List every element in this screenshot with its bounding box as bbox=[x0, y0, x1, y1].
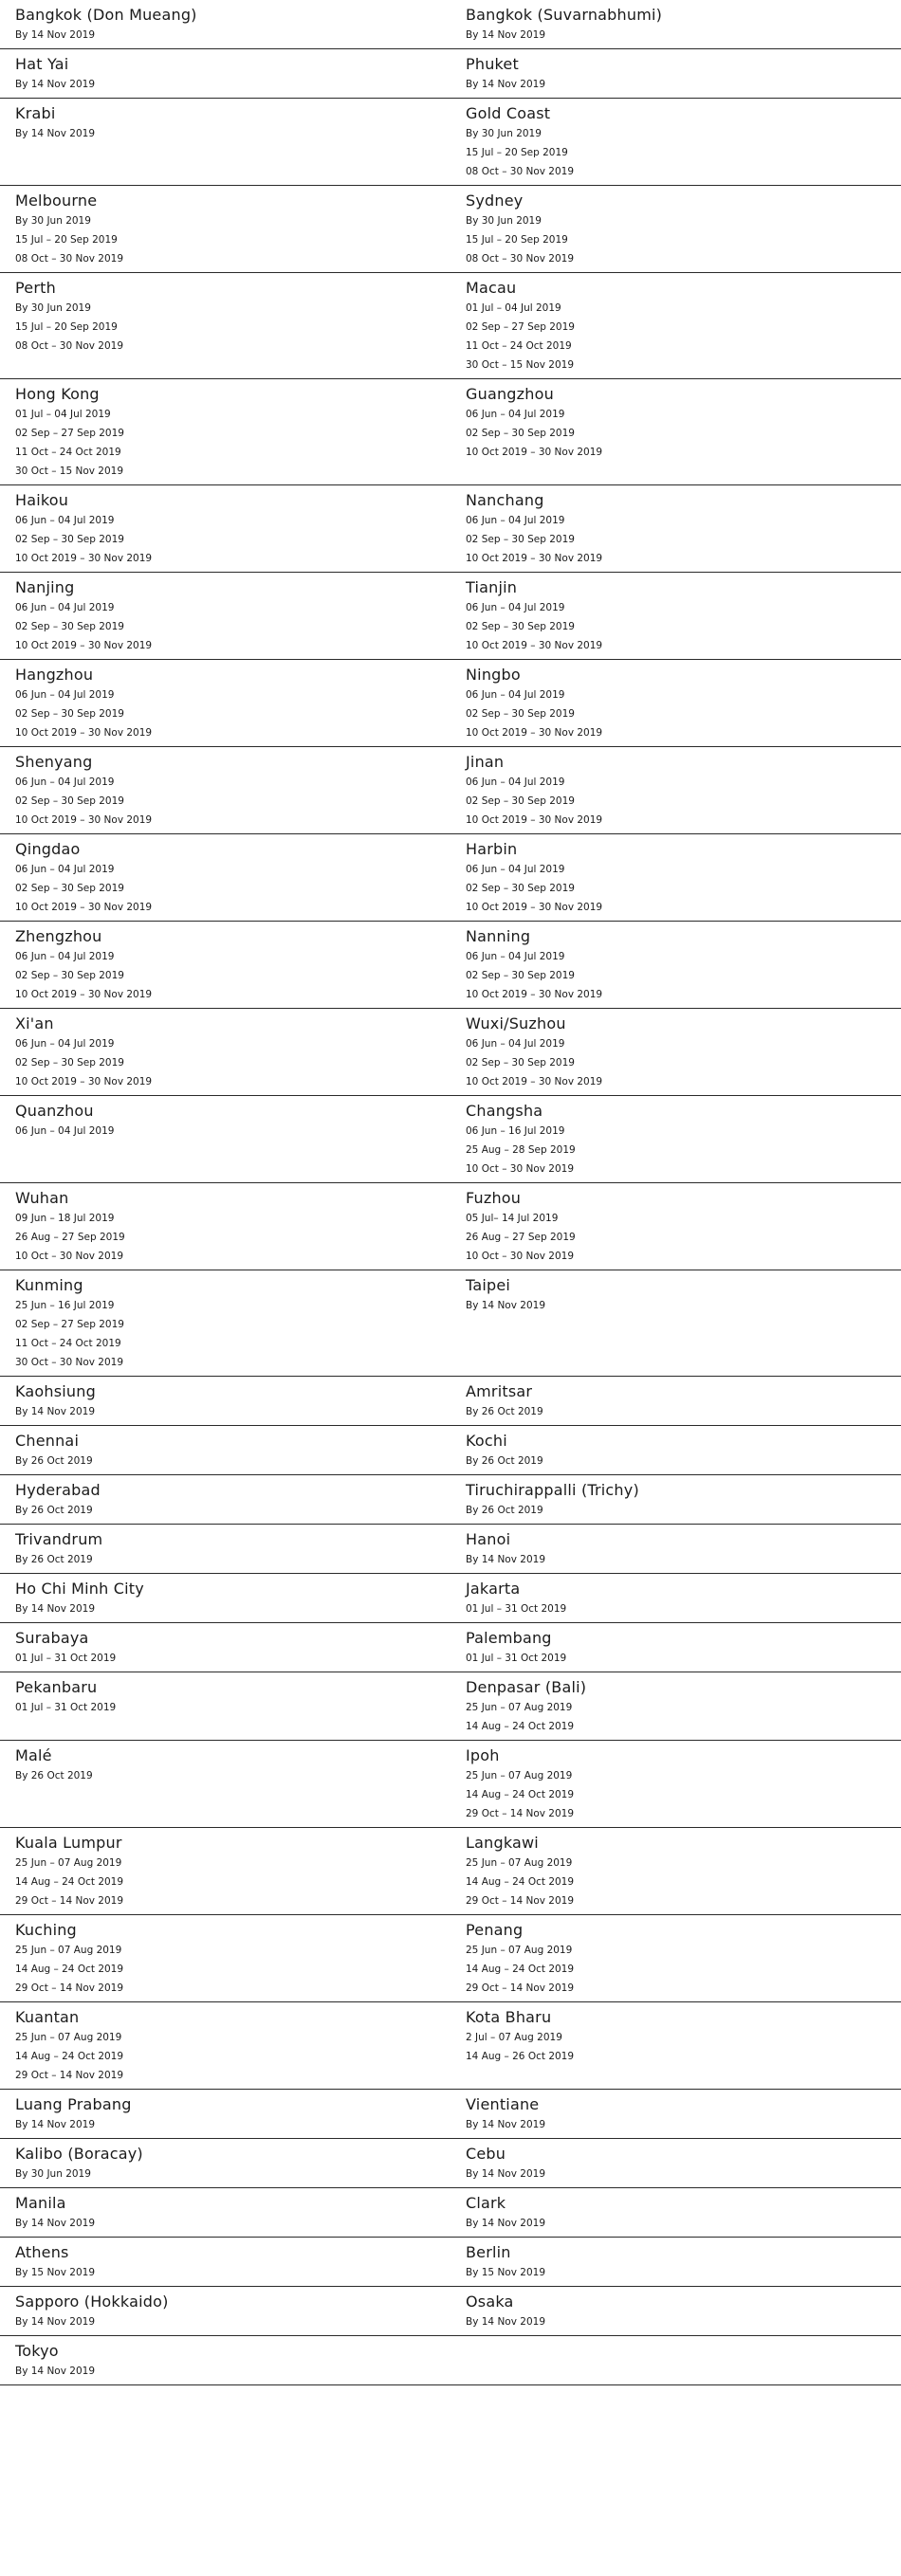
destination-cell bbox=[0, 2293, 450, 2331]
destination-city-name: Hanoi bbox=[466, 1530, 511, 1548]
travel-period: 02 Sep – 30 Sep 2019 bbox=[466, 708, 575, 720]
destination-city-name: Fuzhou bbox=[466, 1189, 522, 1207]
destination-cell bbox=[0, 840, 450, 917]
travel-period: 06 Jun – 04 Jul 2019 bbox=[466, 689, 565, 701]
travel-period: By 14 Nov 2019 bbox=[466, 1554, 546, 1565]
destination-cell bbox=[0, 1014, 450, 1091]
destination-cell bbox=[0, 385, 450, 481]
travel-period: 06 Jun – 04 Jul 2019 bbox=[15, 515, 115, 526]
destination-city-name: Kuala Lumpur bbox=[15, 1834, 122, 1852]
travel-period: 10 Oct 2019 – 30 Nov 2019 bbox=[15, 553, 153, 564]
destination-row bbox=[0, 1183, 901, 1270]
destination-cell bbox=[0, 578, 450, 655]
destination-cell bbox=[450, 6, 901, 45]
travel-period: 01 Jul – 31 Oct 2019 bbox=[15, 1702, 117, 1713]
destination-cell bbox=[450, 192, 901, 268]
destination-city-name: Cebu bbox=[466, 2145, 506, 2163]
destination-row bbox=[0, 2002, 901, 2090]
travel-period: 09 Jun – 18 Jul 2019 bbox=[15, 1213, 115, 1224]
travel-period: 02 Sep – 30 Sep 2019 bbox=[466, 883, 575, 894]
destination-cell bbox=[450, 840, 901, 917]
destination-city-name: Shenyang bbox=[15, 753, 93, 771]
destination-city-name: Clark bbox=[466, 2194, 506, 2212]
travel-period: 02 Sep – 30 Sep 2019 bbox=[466, 1057, 575, 1069]
travel-period: 25 Jun – 07 Aug 2019 bbox=[466, 1857, 573, 1869]
destination-row bbox=[0, 1009, 901, 1096]
destination-cell bbox=[0, 1382, 450, 1421]
destination-cell bbox=[0, 192, 450, 268]
destination-row bbox=[0, 1475, 901, 1525]
travel-period: 10 Oct 2019 – 30 Nov 2019 bbox=[466, 989, 603, 1000]
destination-city-name: Qingdao bbox=[15, 840, 81, 858]
destination-city-name: Luang Prabang bbox=[15, 2095, 132, 2113]
destination-cell bbox=[450, 1580, 901, 1618]
travel-period: By 14 Nov 2019 bbox=[15, 1406, 96, 1417]
destination-city-name: Jakarta bbox=[466, 1580, 521, 1598]
travel-period: By 26 Oct 2019 bbox=[15, 1505, 93, 1516]
destination-city-name: Amritsar bbox=[466, 1382, 533, 1400]
destination-cell bbox=[450, 1834, 901, 1910]
destination-cell bbox=[450, 666, 901, 742]
destination-city-name: Kaohsiung bbox=[15, 1382, 96, 1400]
travel-period: 15 Jul – 20 Sep 2019 bbox=[15, 321, 118, 333]
travel-period: 02 Sep – 27 Sep 2019 bbox=[15, 1319, 124, 1330]
travel-period: 15 Jul – 20 Sep 2019 bbox=[15, 234, 118, 246]
travel-period: By 26 Oct 2019 bbox=[466, 1455, 543, 1467]
destination-row bbox=[0, 573, 901, 660]
travel-period: 29 Oct – 14 Nov 2019 bbox=[15, 1982, 124, 1994]
travel-period: 08 Oct – 30 Nov 2019 bbox=[15, 340, 124, 352]
travel-period: 06 Jun – 04 Jul 2019 bbox=[466, 864, 565, 875]
travel-period: 02 Sep – 30 Sep 2019 bbox=[15, 1057, 124, 1069]
travel-period: 14 Aug – 24 Oct 2019 bbox=[466, 1876, 575, 1888]
destination-cell bbox=[450, 1102, 901, 1178]
travel-period: 02 Sep – 30 Sep 2019 bbox=[15, 621, 124, 632]
travel-period: 01 Jul – 31 Oct 2019 bbox=[15, 1653, 117, 1664]
travel-period: 25 Jun – 07 Aug 2019 bbox=[15, 1945, 122, 1956]
destination-row bbox=[0, 1672, 901, 1741]
destination-cell bbox=[450, 927, 901, 1004]
destination-row bbox=[0, 922, 901, 1009]
destination-city-name: Wuhan bbox=[15, 1189, 69, 1207]
travel-period: 11 Oct – 24 Oct 2019 bbox=[15, 447, 121, 458]
travel-period: By 26 Oct 2019 bbox=[466, 1406, 543, 1417]
destination-cell bbox=[450, 2243, 901, 2282]
destination-city-name: Kochi bbox=[466, 1432, 507, 1450]
travel-period: 14 Aug – 26 Oct 2019 bbox=[466, 2051, 575, 2062]
destination-row bbox=[0, 273, 901, 379]
travel-period: 25 Jun – 07 Aug 2019 bbox=[466, 1770, 573, 1781]
destination-city-name: Bangkok (Don Mueang) bbox=[15, 6, 197, 24]
destination-city-name: Osaka bbox=[466, 2293, 514, 2311]
destination-city-name: Haikou bbox=[15, 491, 69, 509]
travel-period: 25 Jun – 07 Aug 2019 bbox=[466, 1945, 573, 1956]
travel-period: By 15 Nov 2019 bbox=[15, 2267, 96, 2278]
destination-city-name: Hyderabad bbox=[15, 1481, 101, 1499]
travel-period: 10 Oct – 30 Nov 2019 bbox=[15, 1251, 124, 1262]
travel-period: By 14 Nov 2019 bbox=[15, 2366, 96, 2377]
destination-row bbox=[0, 0, 901, 49]
travel-period: 11 Oct – 24 Oct 2019 bbox=[15, 1338, 121, 1349]
travel-period: 02 Sep – 30 Sep 2019 bbox=[15, 795, 124, 807]
destination-city-name: Tokyo bbox=[15, 2342, 59, 2360]
travel-period: By 14 Nov 2019 bbox=[466, 2218, 546, 2229]
travel-period: 14 Aug – 24 Oct 2019 bbox=[466, 1789, 575, 1800]
travel-period: 06 Jun – 04 Jul 2019 bbox=[15, 689, 115, 701]
travel-period: 02 Sep – 30 Sep 2019 bbox=[466, 795, 575, 807]
travel-period: 29 Oct – 14 Nov 2019 bbox=[466, 1982, 575, 1994]
destination-city-name: Hangzhou bbox=[15, 666, 94, 684]
destination-city-name: Nanchang bbox=[466, 491, 544, 509]
destination-city-name: Macau bbox=[466, 279, 517, 297]
destination-city-name: Berlin bbox=[466, 2243, 511, 2261]
travel-period: 10 Oct – 30 Nov 2019 bbox=[466, 1163, 575, 1175]
destination-row bbox=[0, 1828, 901, 1915]
travel-period: 02 Sep – 30 Sep 2019 bbox=[15, 708, 124, 720]
destination-row bbox=[0, 2139, 901, 2188]
travel-period: 06 Jun – 04 Jul 2019 bbox=[15, 864, 115, 875]
destination-row bbox=[0, 2090, 901, 2139]
destination-cell bbox=[0, 2243, 450, 2282]
destination-city-name: Chennai bbox=[15, 1432, 80, 1450]
destination-city-name: Guangzhou bbox=[466, 385, 554, 403]
destination-row bbox=[0, 186, 901, 273]
destination-cell bbox=[0, 2008, 450, 2085]
destination-row bbox=[0, 1574, 901, 1623]
travel-period: 30 Oct – 15 Nov 2019 bbox=[15, 466, 124, 477]
destination-city-name: Wuxi/Suzhou bbox=[466, 1014, 566, 1032]
travel-period: By 26 Oct 2019 bbox=[15, 1770, 93, 1781]
destination-row bbox=[0, 1915, 901, 2002]
travel-period: 25 Aug – 28 Sep 2019 bbox=[466, 1144, 576, 1156]
destination-city-name: Malé bbox=[15, 1746, 52, 1764]
destination-city-name: Penang bbox=[466, 1921, 524, 1939]
travel-period: By 14 Nov 2019 bbox=[15, 2316, 96, 2328]
travel-period: By 30 Jun 2019 bbox=[466, 128, 542, 139]
travel-period: 14 Aug – 24 Oct 2019 bbox=[15, 1964, 124, 1975]
destination-row bbox=[0, 2287, 901, 2336]
travel-period: By 15 Nov 2019 bbox=[466, 2267, 546, 2278]
travel-period: 06 Jun – 04 Jul 2019 bbox=[15, 776, 115, 788]
travel-period: 02 Sep – 27 Sep 2019 bbox=[466, 321, 575, 333]
destination-city-name: Bangkok (Suvarnabhumi) bbox=[466, 6, 663, 24]
travel-period: By 14 Nov 2019 bbox=[15, 2119, 96, 2130]
destination-cell bbox=[0, 1276, 450, 1372]
travel-period: 25 Jun – 07 Aug 2019 bbox=[15, 1857, 122, 1869]
destination-city-name: Phuket bbox=[466, 55, 519, 73]
travel-period: 10 Oct 2019 – 30 Nov 2019 bbox=[15, 902, 153, 913]
destination-cell bbox=[450, 1014, 901, 1091]
travel-period: 25 Jun – 07 Aug 2019 bbox=[466, 1702, 573, 1713]
destination-cell bbox=[450, 1382, 901, 1421]
travel-period: By 26 Oct 2019 bbox=[15, 1455, 93, 1467]
travel-period: 10 Oct 2019 – 30 Nov 2019 bbox=[466, 727, 603, 739]
travel-period: 10 Oct 2019 – 30 Nov 2019 bbox=[466, 447, 603, 458]
travel-period: 30 Oct – 15 Nov 2019 bbox=[466, 359, 575, 371]
destination-cell bbox=[0, 1921, 450, 1998]
destination-city-name: Melbourne bbox=[15, 192, 98, 210]
destination-row bbox=[0, 660, 901, 747]
travel-period: 26 Aug – 27 Sep 2019 bbox=[15, 1232, 125, 1243]
travel-period: 15 Jul – 20 Sep 2019 bbox=[466, 234, 568, 246]
destination-cell bbox=[450, 1530, 901, 1569]
travel-period: 29 Oct – 14 Nov 2019 bbox=[466, 1895, 575, 1907]
travel-period: 2 Jul – 07 Aug 2019 bbox=[466, 2032, 562, 2043]
destination-cell bbox=[0, 104, 450, 181]
destination-city-name: Krabi bbox=[15, 104, 56, 122]
destination-city-name: Harbin bbox=[466, 840, 518, 858]
travel-period: 02 Sep – 30 Sep 2019 bbox=[466, 970, 575, 981]
destination-city-name: Kota Bharu bbox=[466, 2008, 552, 2026]
travel-period: 10 Oct 2019 – 30 Nov 2019 bbox=[466, 553, 603, 564]
destination-cell bbox=[450, 55, 901, 94]
destination-city-name: Kuching bbox=[15, 1921, 77, 1939]
travel-period: 14 Aug – 24 Oct 2019 bbox=[466, 1964, 575, 1975]
travel-period: 02 Sep – 30 Sep 2019 bbox=[15, 534, 124, 545]
destination-city-name: Vientiane bbox=[466, 2095, 540, 2113]
destination-city-name: Sapporo (Hokkaido) bbox=[15, 2293, 169, 2311]
travel-period: 11 Oct – 24 Oct 2019 bbox=[466, 340, 572, 352]
destination-cell bbox=[450, 2194, 901, 2233]
destination-cell bbox=[450, 1678, 901, 1736]
destination-city-name: Quanzhou bbox=[15, 1102, 94, 1120]
travel-period: 05 Jul– 14 Jul 2019 bbox=[466, 1213, 559, 1224]
travel-period: By 14 Nov 2019 bbox=[466, 79, 546, 90]
travel-period: By 14 Nov 2019 bbox=[466, 2316, 546, 2328]
travel-period: 26 Aug – 27 Sep 2019 bbox=[466, 1232, 576, 1243]
travel-period: By 14 Nov 2019 bbox=[15, 2218, 96, 2229]
destination-city-name: Hong Kong bbox=[15, 385, 100, 403]
travel-period: 29 Oct – 14 Nov 2019 bbox=[466, 1808, 575, 1819]
destination-row bbox=[0, 1377, 901, 1426]
travel-period: 14 Aug – 24 Oct 2019 bbox=[15, 2051, 124, 2062]
destination-cell bbox=[450, 2095, 901, 2134]
destination-row bbox=[0, 99, 901, 186]
travel-period: 06 Jun – 04 Jul 2019 bbox=[466, 515, 565, 526]
destination-cell bbox=[450, 1432, 901, 1471]
travel-period: 06 Jun – 04 Jul 2019 bbox=[466, 951, 565, 962]
destination-cell bbox=[0, 1432, 450, 1471]
travel-period: 06 Jun – 04 Jul 2019 bbox=[466, 776, 565, 788]
destination-cell bbox=[450, 104, 901, 181]
destination-cell bbox=[0, 2342, 450, 2381]
travel-period: 30 Oct – 30 Nov 2019 bbox=[15, 1357, 124, 1368]
destination-city-name: Trivandrum bbox=[15, 1530, 103, 1548]
travel-period: By 14 Nov 2019 bbox=[15, 79, 96, 90]
destination-cell bbox=[450, 578, 901, 655]
destination-row bbox=[0, 1623, 901, 1672]
travel-period: 14 Aug – 24 Oct 2019 bbox=[466, 1721, 575, 1732]
travel-period: 02 Sep – 30 Sep 2019 bbox=[15, 970, 124, 981]
travel-period: 06 Jun – 04 Jul 2019 bbox=[466, 409, 565, 420]
destination-row bbox=[0, 2238, 901, 2287]
destination-city-name: Denpasar (Bali) bbox=[466, 1678, 587, 1696]
destination-cell bbox=[0, 1678, 450, 1736]
travel-period: 01 Jul – 04 Jul 2019 bbox=[466, 302, 561, 314]
destination-city-name: Hat Yai bbox=[15, 55, 69, 73]
travel-period: 29 Oct – 14 Nov 2019 bbox=[15, 1895, 124, 1907]
travel-period: 15 Jul – 20 Sep 2019 bbox=[466, 147, 568, 158]
travel-period: 08 Oct – 30 Nov 2019 bbox=[15, 253, 124, 265]
destination-city-name: Tiruchirappalli (Trichy) bbox=[466, 1481, 639, 1499]
destination-cell bbox=[0, 1481, 450, 1520]
destination-city-name: Ipoh bbox=[466, 1746, 500, 1764]
destination-city-name: Nanjing bbox=[15, 578, 75, 596]
destination-city-name: Manila bbox=[15, 2194, 66, 2212]
destination-cell bbox=[450, 753, 901, 830]
destination-city-name: Ho Chi Minh City bbox=[15, 1580, 144, 1598]
destination-cell bbox=[0, 1189, 450, 1266]
travel-period: 10 Oct 2019 – 30 Nov 2019 bbox=[15, 989, 153, 1000]
travel-period: 01 Jul – 31 Oct 2019 bbox=[466, 1653, 567, 1664]
destination-city-name: Changsha bbox=[466, 1102, 543, 1120]
destination-city-name: Taipei bbox=[466, 1276, 511, 1294]
destination-cell bbox=[0, 1834, 450, 1910]
destination-city-name: Jinan bbox=[466, 753, 505, 771]
travel-period: 06 Jun – 04 Jul 2019 bbox=[15, 602, 115, 613]
travel-period: 10 Oct 2019 – 30 Nov 2019 bbox=[466, 640, 603, 651]
destination-cell bbox=[450, 1276, 901, 1372]
destination-row bbox=[0, 2336, 901, 2385]
travel-period: 08 Oct – 30 Nov 2019 bbox=[466, 166, 575, 177]
travel-period: 06 Jun – 16 Jul 2019 bbox=[466, 1125, 565, 1137]
travel-period: By 30 Jun 2019 bbox=[15, 215, 91, 227]
travel-period: 10 Oct 2019 – 30 Nov 2019 bbox=[15, 727, 153, 739]
travel-period: By 14 Nov 2019 bbox=[15, 128, 96, 139]
travel-period: 08 Oct – 30 Nov 2019 bbox=[466, 253, 575, 265]
travel-period: By 26 Oct 2019 bbox=[15, 1554, 93, 1565]
travel-period: 01 Jul – 31 Oct 2019 bbox=[466, 1603, 567, 1615]
destination-cell bbox=[450, 1481, 901, 1520]
destination-cell bbox=[0, 1746, 450, 1823]
destination-cell bbox=[0, 753, 450, 830]
destination-city-name: Sydney bbox=[466, 192, 524, 210]
travel-period: By 14 Nov 2019 bbox=[466, 2168, 546, 2180]
destination-cell bbox=[450, 385, 901, 481]
travel-period: By 26 Oct 2019 bbox=[466, 1505, 543, 1516]
destination-cell bbox=[0, 1530, 450, 1569]
destination-row bbox=[0, 747, 901, 834]
travel-period: 10 Oct 2019 – 30 Nov 2019 bbox=[466, 902, 603, 913]
travel-period: 10 Oct 2019 – 30 Nov 2019 bbox=[15, 814, 153, 826]
destination-cell bbox=[0, 1102, 450, 1178]
travel-period: By 30 Jun 2019 bbox=[15, 2168, 91, 2180]
travel-period: By 14 Nov 2019 bbox=[15, 29, 96, 41]
destination-cell bbox=[0, 491, 450, 568]
destination-city-name: Kunming bbox=[15, 1276, 83, 1294]
destination-city-name: Ningbo bbox=[466, 666, 521, 684]
destination-row bbox=[0, 834, 901, 922]
travel-period: 10 Oct 2019 – 30 Nov 2019 bbox=[15, 1076, 153, 1087]
destination-cell bbox=[0, 927, 450, 1004]
destination-cell bbox=[0, 2095, 450, 2134]
destination-cell bbox=[0, 6, 450, 45]
travel-period: 25 Jun – 16 Jul 2019 bbox=[15, 1300, 115, 1311]
destination-row bbox=[0, 1270, 901, 1377]
destination-row bbox=[0, 485, 901, 573]
travel-period: 06 Jun – 04 Jul 2019 bbox=[466, 602, 565, 613]
travel-period: 06 Jun – 04 Jul 2019 bbox=[466, 1038, 565, 1050]
destination-cell bbox=[0, 666, 450, 742]
destination-row bbox=[0, 49, 901, 99]
travel-period: 06 Jun – 04 Jul 2019 bbox=[15, 1125, 115, 1137]
destination-cell bbox=[450, 2342, 901, 2381]
destination-city-name: Kalibo (Boracay) bbox=[15, 2145, 143, 2163]
destination-city-name: Palembang bbox=[466, 1629, 552, 1647]
destination-city-name: Zhengzhou bbox=[15, 927, 102, 945]
travel-period: 29 Oct – 14 Nov 2019 bbox=[15, 2070, 124, 2081]
destination-row bbox=[0, 1096, 901, 1183]
destination-city-name: Pekanbaru bbox=[15, 1678, 98, 1696]
destination-city-name: Gold Coast bbox=[466, 104, 551, 122]
travel-period: 10 Oct 2019 – 30 Nov 2019 bbox=[466, 1076, 603, 1087]
destination-cell bbox=[450, 1189, 901, 1266]
travel-period: 10 Oct 2019 – 30 Nov 2019 bbox=[466, 814, 603, 826]
travel-period: 14 Aug – 24 Oct 2019 bbox=[15, 1876, 124, 1888]
travel-period: 10 Oct 2019 – 30 Nov 2019 bbox=[15, 640, 153, 651]
destination-cell bbox=[450, 491, 901, 568]
destination-cell bbox=[0, 55, 450, 94]
travel-period: By 14 Nov 2019 bbox=[15, 1603, 96, 1615]
destination-cell bbox=[450, 1746, 901, 1823]
destination-row bbox=[0, 1525, 901, 1574]
destination-cell bbox=[0, 2194, 450, 2233]
travel-period: 02 Sep – 30 Sep 2019 bbox=[466, 428, 575, 439]
travel-period: By 14 Nov 2019 bbox=[466, 1300, 546, 1311]
destination-row bbox=[0, 379, 901, 485]
destination-row bbox=[0, 1741, 901, 1828]
destination-cell bbox=[0, 1580, 450, 1618]
destination-row bbox=[0, 2188, 901, 2238]
destination-city-name: Athens bbox=[15, 2243, 69, 2261]
destination-city-name: Surabaya bbox=[15, 1629, 89, 1647]
destination-cell bbox=[450, 1921, 901, 1998]
destination-city-name: Langkawi bbox=[466, 1834, 539, 1852]
destination-city-name: Xi'an bbox=[15, 1014, 54, 1032]
destination-cell bbox=[0, 279, 450, 375]
destination-cell bbox=[0, 2145, 450, 2183]
travel-period: 25 Jun – 07 Aug 2019 bbox=[15, 2032, 122, 2043]
travel-period: By 14 Nov 2019 bbox=[466, 2119, 546, 2130]
destination-cell bbox=[450, 2008, 901, 2085]
travel-period: 06 Jun – 04 Jul 2019 bbox=[15, 1038, 115, 1050]
destination-city-name: Nanning bbox=[466, 927, 531, 945]
destination-row bbox=[0, 1426, 901, 1475]
destination-cell bbox=[450, 279, 901, 375]
travel-period: 02 Sep – 30 Sep 2019 bbox=[466, 534, 575, 545]
travel-period: 02 Sep – 30 Sep 2019 bbox=[15, 883, 124, 894]
travel-period: 02 Sep – 27 Sep 2019 bbox=[15, 428, 124, 439]
destination-city-name: Tianjin bbox=[466, 578, 518, 596]
travel-period: By 30 Jun 2019 bbox=[466, 215, 542, 227]
destination-city-name: Perth bbox=[15, 279, 56, 297]
destination-cell bbox=[450, 1629, 901, 1668]
travel-period: 06 Jun – 04 Jul 2019 bbox=[15, 951, 115, 962]
travel-period: 10 Oct – 30 Nov 2019 bbox=[466, 1251, 575, 1262]
travel-period: 02 Sep – 30 Sep 2019 bbox=[466, 621, 575, 632]
destination-cell bbox=[450, 2293, 901, 2331]
travel-period: 01 Jul – 04 Jul 2019 bbox=[15, 409, 111, 420]
destination-cell bbox=[450, 2145, 901, 2183]
travel-period: By 30 Jun 2019 bbox=[15, 302, 91, 314]
destination-cell bbox=[0, 1629, 450, 1668]
travel-period: By 14 Nov 2019 bbox=[466, 29, 546, 41]
destination-city-name: Kuantan bbox=[15, 2008, 80, 2026]
